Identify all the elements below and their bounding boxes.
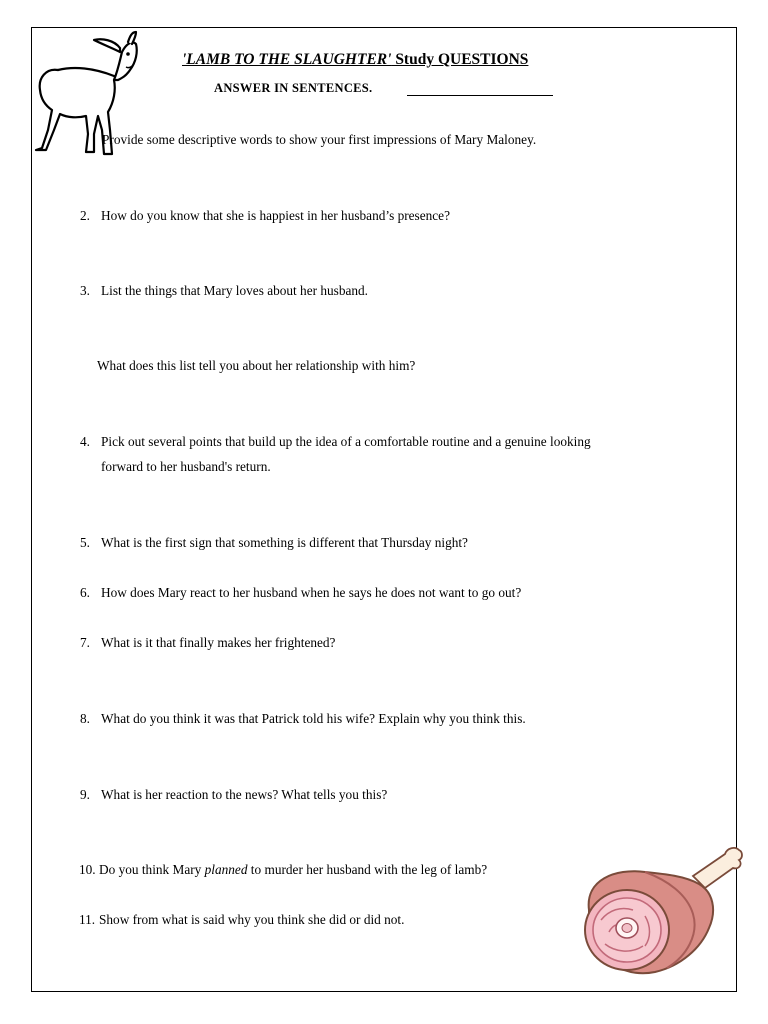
question-text: What is the first sign that something is different that Thursday night?	[101, 535, 468, 550]
question-text: How do you know that she is happiest in her husband’s presence?	[101, 208, 450, 223]
question-number: 6.	[80, 585, 90, 600]
question-text: What is it that finally makes her frightened?	[101, 635, 336, 650]
title-rest: Study QUESTIONS	[391, 51, 529, 68]
question-1	[102, 127, 536, 152]
question-text: How does Mary react to her husband when he says he does not want to go out?	[101, 585, 522, 600]
question-number: 4.	[80, 434, 90, 449]
question-text: Show from what is said why you think she did or did not.	[99, 912, 405, 927]
question-text: Pick out several points that build up the idea of a comfortable routine and a genuine looking	[101, 434, 591, 449]
question-text-line2: forward to her husband's return.	[101, 459, 271, 474]
page-title	[182, 51, 528, 69]
question-text-part: to murder her husband with the leg of lamb?	[247, 862, 488, 877]
question-text: Provide some descriptive words to show your first impressions of Mary Maloney.	[102, 132, 537, 147]
subtitle-underline	[407, 95, 553, 96]
question-number: 5.	[80, 535, 90, 550]
question-number: 8.	[80, 711, 90, 726]
question-number: 11.	[79, 912, 96, 927]
question-text-part: Do you think Mary	[99, 862, 205, 877]
question-number: 9.	[80, 787, 90, 802]
question-number: 3.	[80, 283, 90, 298]
question-text: What does this list tell you about her relationship with him?	[97, 358, 416, 373]
title-italic: 'LAMB TO THE SLAUGHTER'	[182, 51, 392, 68]
question-number: 2.	[80, 208, 90, 223]
question-text-emphasis: planned	[204, 862, 248, 877]
question-3-followup	[97, 353, 415, 378]
question-text: What is her reaction to the news? What tells you this?	[101, 787, 388, 802]
page-subtitle: ANSWER IN SENTENCES.	[214, 81, 373, 95]
question-number: 10.	[79, 862, 96, 877]
question-text: List the things that Mary loves about her husband.	[101, 283, 369, 298]
question-text: What do you think it was that Patrick told his wife? Explain why you think this.	[101, 711, 526, 726]
question-number: 7.	[80, 635, 90, 650]
question-text	[99, 857, 487, 882]
leg-of-lamb-icon	[575, 840, 745, 980]
